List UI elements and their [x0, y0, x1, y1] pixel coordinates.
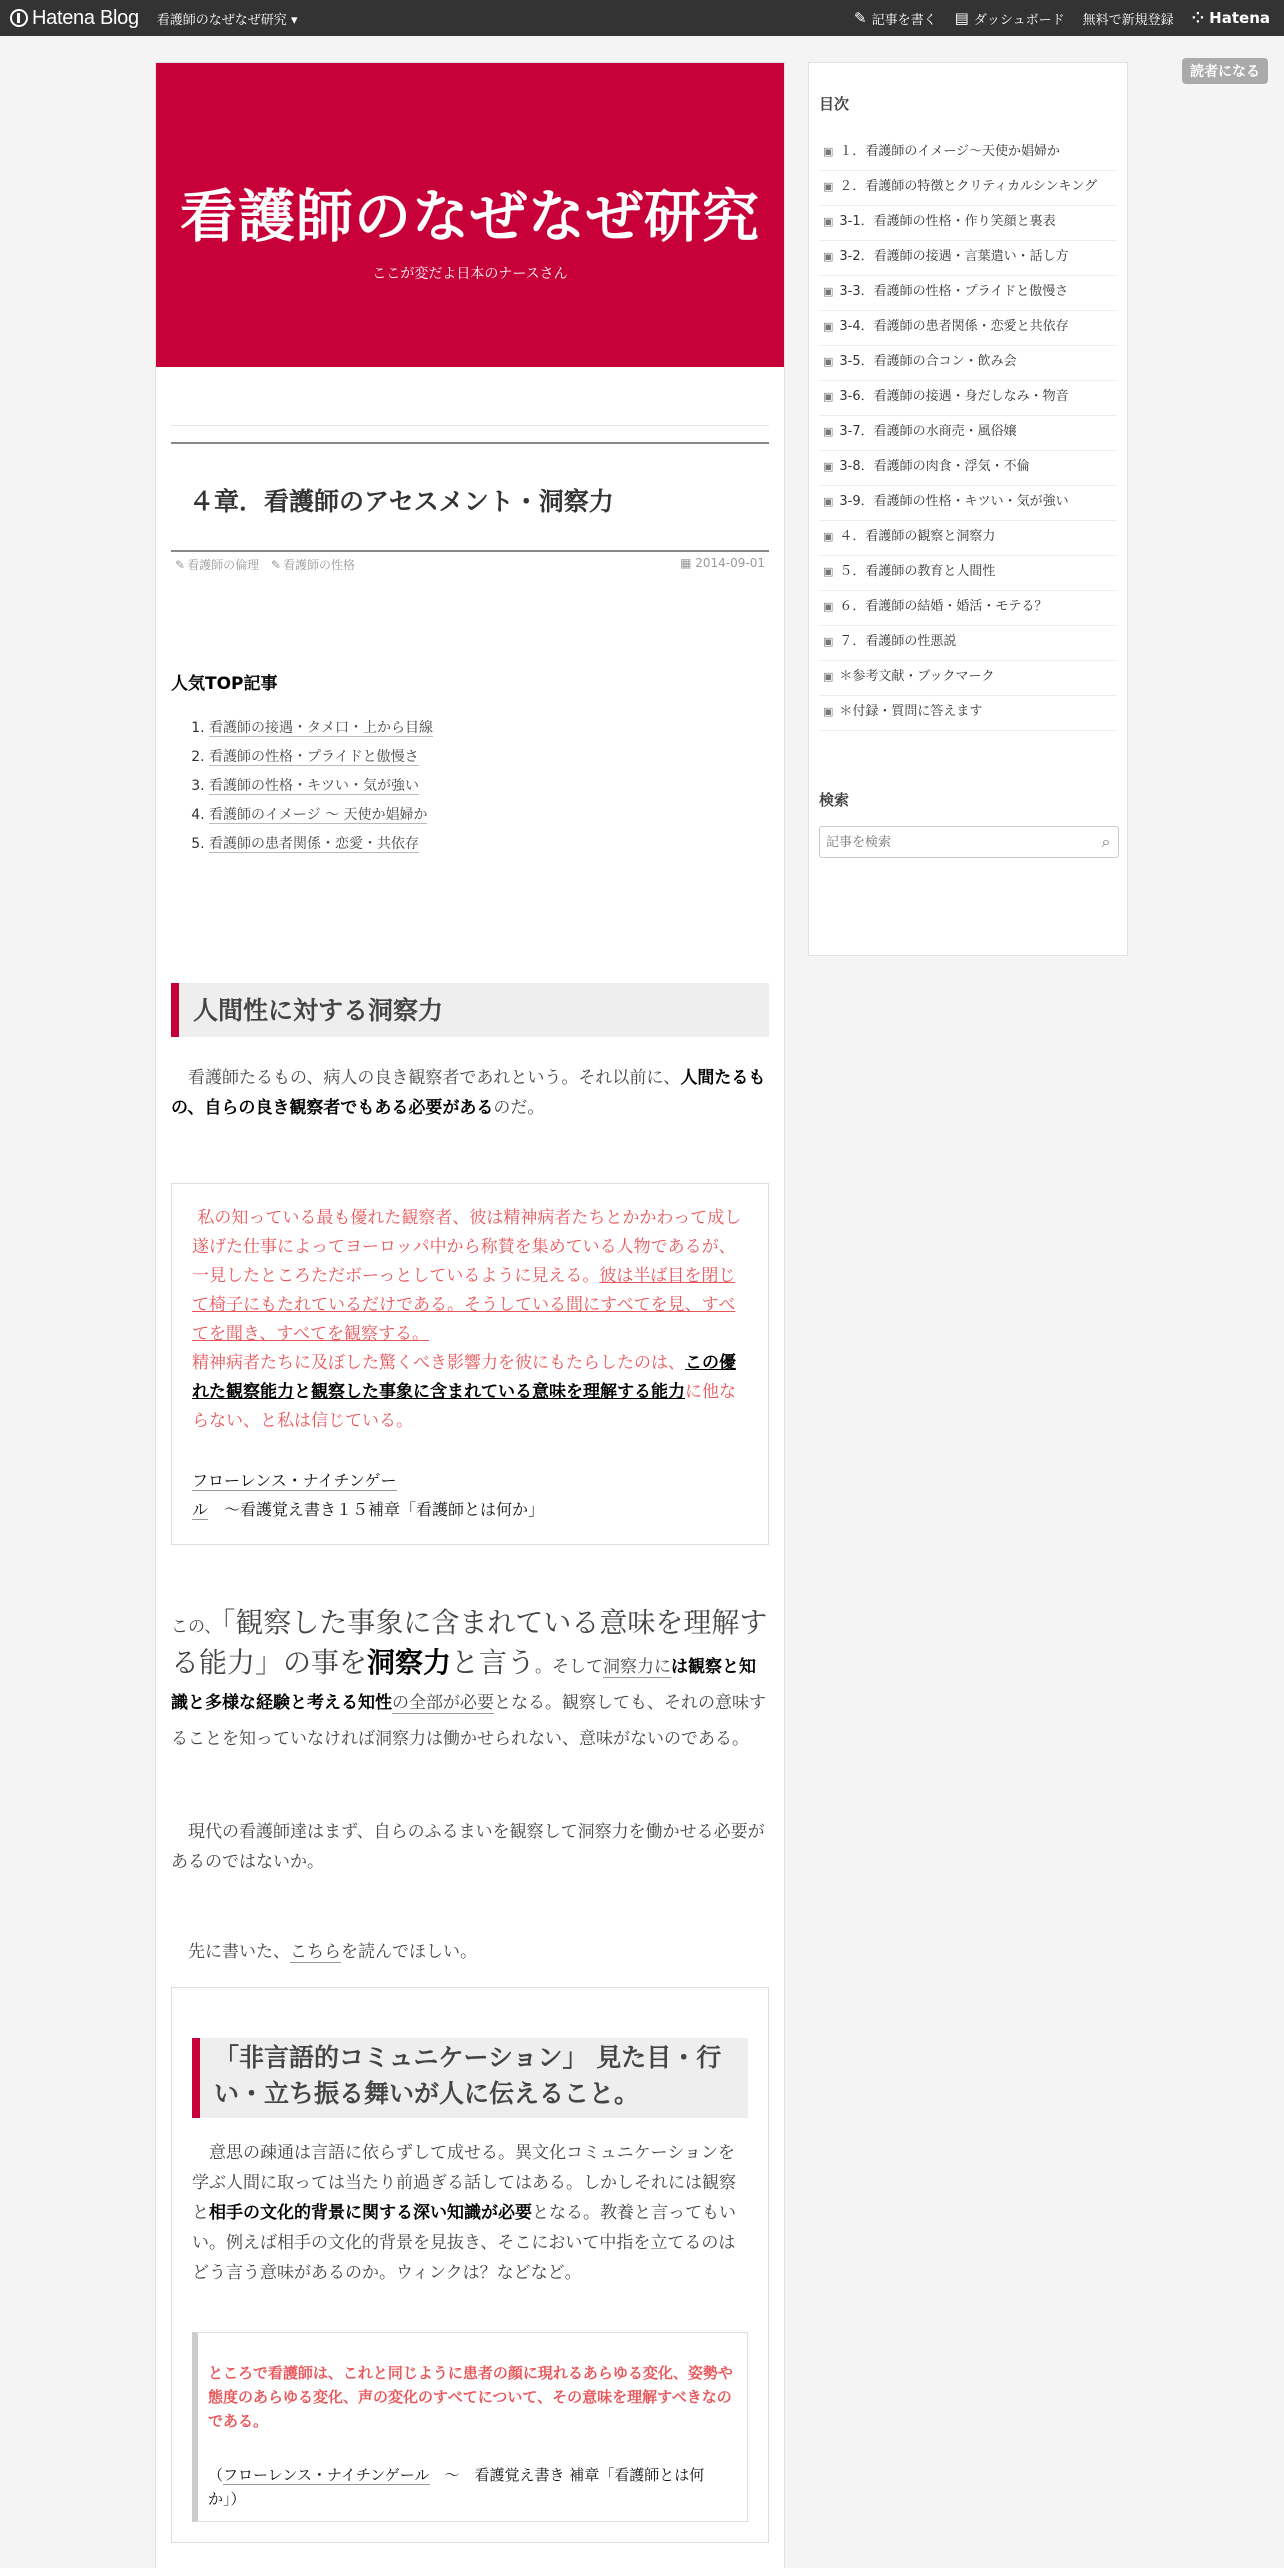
toc-item[interactable]: ▣ 3-4．看護師の患者関係・恋愛と共依存	[819, 311, 1117, 346]
search-icon[interactable]: ⌕	[1101, 832, 1111, 851]
write-entry-link[interactable]	[854, 9, 937, 28]
toc-item[interactable]: ▣ ６．看護師の結婚・婚活・モテる？	[819, 591, 1117, 626]
popular-link[interactable]: 看護師の性格・キツい・気が強い	[209, 778, 419, 794]
category-link[interactable]: ✎ 看護師の性格	[271, 558, 355, 572]
text: となる。教養と言ってもいい。例えば相手の文化的背景を見抜き、そこにおいて中指を立てるのはどう言う意味があるのか。ウィンクは？などなど。	[192, 2203, 736, 2283]
toc-item[interactable]: ▣ ４．看護師の観察と洞察力	[819, 521, 1117, 556]
category-link[interactable]: ✎ 看護師の倫理	[175, 558, 259, 572]
paragraph: 現代の看護師達はまず、自らのふるまいを観察して洞察力を働かせる必要があるのではないか。	[171, 1822, 765, 1872]
quote-cite	[192, 1466, 748, 1524]
cite-source: 〜看護覚え書き１５補章「看護師とは何か」	[224, 1500, 545, 1519]
bold-text: は観察と知識と多様な経験と考える知性	[171, 1657, 757, 1713]
box-heading: 「非言語的コミュニケーション」 見た目・行い・立ち振る舞いが人に伝えること。	[192, 2038, 748, 2118]
toc-item[interactable]: ▣ ＊参考文献・ブックマーク	[819, 661, 1117, 696]
bold-text: 観察した事象に含まれている意味を理解する能力	[311, 1382, 685, 1402]
underlined-text: 彼は半ば目を閉じて椅子にもたれているだけである。そうしている間にすべてを見、すべてを聞き、すべてを観察する。	[192, 1266, 736, 1344]
popular-heading: 人気TOP記事	[171, 674, 278, 694]
text: に他ならない、と私は信じている。	[192, 1382, 736, 1431]
quote-text	[192, 1204, 748, 1436]
write-entry-label: 記事を書く	[871, 12, 937, 28]
edit-icon: ✎	[854, 9, 867, 27]
underlined-text: の全部が必要	[392, 1693, 494, 1713]
hatena-dots-icon: ⁘	[1191, 9, 1205, 27]
caret-down-icon: ▾	[290, 12, 298, 28]
paragraph	[192, 2138, 748, 2288]
dashboard-icon: ▤	[954, 9, 969, 27]
quote-block	[192, 2332, 748, 2522]
bold-text: 人間たるもの、自らの良き観察者でもある必要がある	[171, 1068, 766, 1118]
list-item[interactable]	[209, 803, 769, 832]
signup-label: 無料で新規登録	[1082, 12, 1174, 28]
toc-item[interactable]: ▣ 3-1．看護師の性格・作り笑顔と裏表	[819, 206, 1117, 241]
sidebar	[808, 62, 1128, 956]
blog-header	[156, 63, 784, 367]
bold-text: 相手の文化的背景に関する深い知識が必要	[209, 2203, 532, 2223]
entry-date-text: 2014-09-01	[695, 556, 765, 570]
toc-item[interactable]: ▣ ７．看護師の性悪説	[819, 626, 1117, 661]
cite-author: フローレンス・ナイチンゲール	[192, 1471, 397, 1519]
list-item[interactable]	[209, 774, 769, 803]
inline-link[interactable]: こちら	[290, 1942, 341, 1962]
entry-date[interactable]	[680, 556, 765, 573]
divider	[171, 425, 769, 426]
text: （	[208, 2466, 224, 2484]
toc-item[interactable]: ▣ 3-5．看護師の合コン・飲み会	[819, 346, 1117, 381]
list-item[interactable]	[209, 832, 769, 861]
signup-link[interactable]	[1083, 9, 1174, 28]
list-item[interactable]	[209, 716, 769, 745]
entry-title[interactable]: ４章．看護師のアセスメント・洞察力	[189, 487, 614, 516]
popular-link[interactable]: 看護師の性格・プライドと傲慢さ	[209, 749, 419, 765]
toc-item[interactable]: ▣ ２．看護師の特徴とクリティカルシンキング	[819, 171, 1117, 206]
text: 意思の疎通は言語に依らずして成せる。異文化コミュニケーションを学ぶ人間に取っては当たり前過ぎる話してはある。しかしそれには観察と	[192, 2143, 736, 2223]
blog-name-label: 看護師のなぜなぜ研究	[156, 12, 287, 28]
bold-text: と	[294, 1382, 311, 1402]
toc-list	[819, 136, 1117, 731]
entry-meta	[171, 556, 769, 573]
dashboard-label: ダッシュボード	[973, 12, 1065, 28]
subscribe-reader-button[interactable]: 読者になる	[1182, 58, 1268, 84]
text: を読んでほしい。	[341, 1942, 477, 1962]
text: この、	[171, 1617, 222, 1637]
quote-text: ところで看護師は、これと同じように患者の顔に現れるあらゆる変化、姿勢や態度のあらゆる変化、声の変化のすべてについて、その意味を理解すべきなのである。	[208, 2364, 733, 2430]
text: 私の知っている最も優れた観察者、彼は精神病者たちとかかわって成し遂げた仕事によってヨーロッパ中から称賛を集めている人物であるが、一見したところただボーっとしているように見える。	[192, 1208, 742, 1286]
hatena-blog-logo-icon	[10, 9, 28, 27]
text: 先に書いた、	[188, 1942, 290, 1962]
large-text: 「観察した事象に含まれている意味を理解する能力」の事を	[171, 1606, 768, 1679]
toc-item[interactable]: ▣ 3-8．看護師の肉食・浮気・不倫	[819, 451, 1117, 486]
text: 。そして	[535, 1657, 604, 1677]
paragraph	[171, 1063, 769, 1123]
divider	[171, 550, 769, 552]
cite-source: 〜 看護覚え書き 補章「看護師とは何か」）	[208, 2466, 705, 2508]
hatena-blog-logo[interactable]	[10, 7, 139, 30]
list-item[interactable]	[209, 745, 769, 774]
toc-item[interactable]: ▣ 3-6．看護師の接遇・身だしなみ・物音	[819, 381, 1117, 416]
quote-cite	[208, 2463, 733, 2511]
quote-block	[171, 1183, 769, 1545]
text: 看護師たるもの、病人の良き観察者であれという。それ以前に、	[188, 1068, 681, 1088]
hatena-menu[interactable]	[1192, 9, 1270, 27]
search-input[interactable]	[820, 828, 1094, 856]
blog-name-dropdown[interactable]	[157, 9, 298, 28]
bold-large-text: 洞察力	[367, 1646, 452, 1679]
search-box	[819, 826, 1119, 858]
main-column	[155, 62, 785, 2568]
toc-item[interactable]: ▣ ５．看護師の教育と人間性	[819, 556, 1117, 591]
entry-categories	[175, 556, 363, 573]
popular-list	[171, 716, 769, 861]
toc-item[interactable]: ▣ ＊付録・質問に答えます	[819, 696, 1117, 731]
hatena-blog-logo-text: Hatena Blog	[32, 6, 139, 29]
paragraph	[171, 1937, 769, 1967]
cite-author: フローレンス・ナイチンゲール	[223, 2466, 430, 2484]
text: のだ。	[493, 1098, 545, 1118]
bold-text: この優れた観察能力	[192, 1353, 736, 1402]
popular-link[interactable]: 看護師の患者関係・恋愛・共依存	[209, 836, 419, 852]
global-header	[0, 0, 1284, 36]
toc-item[interactable]: ▣ 3-3．看護師の性格・プライドと傲慢さ	[819, 276, 1117, 311]
underlined-text: 洞察力に	[603, 1657, 672, 1677]
hatena-brand-label: Hatena	[1209, 9, 1270, 27]
embedded-box	[171, 1987, 769, 2543]
text: 精神病者たちに及ぼした驚くべき影響力を彼にもたらしたのは、	[192, 1353, 685, 1373]
dashboard-link[interactable]	[955, 9, 1065, 28]
toc-item[interactable]: ▣ 3-7．看護師の水商売・風俗嬢	[819, 416, 1117, 451]
calendar-icon: ▦	[680, 556, 692, 570]
blog-title[interactable]: 看護師のなぜなぜ研究	[180, 184, 760, 250]
section-heading: 人間性に対する洞察力	[171, 983, 769, 1037]
blog-description: ここが変だよ日本のナースさん	[372, 266, 568, 282]
toc-item[interactable]: ▣ 3-9．看護師の性格・キツい・気が強い	[819, 486, 1117, 521]
popular-link[interactable]: 看護師のイメージ 〜 天使か娼婦か	[209, 807, 428, 823]
entry-content	[156, 425, 784, 2543]
text: となる。観察しても、それの意味することを知っていなければ洞察力は働かせられない、意味がないのである。	[171, 1693, 766, 1749]
search-heading: 検索	[819, 791, 850, 809]
toc-heading: 目次	[819, 95, 850, 113]
large-text: と言う	[451, 1646, 536, 1679]
popular-link[interactable]: 看護師の接遇・タメ口・上から目線	[209, 720, 433, 736]
toc-item[interactable]: ▣ 3-2．看護師の接遇・言葉遣い・話し方	[819, 241, 1117, 276]
toc-item[interactable]: ▣ １．看護師のイメージ〜天使か娼婦か	[819, 136, 1117, 171]
paragraph	[171, 1605, 769, 1757]
